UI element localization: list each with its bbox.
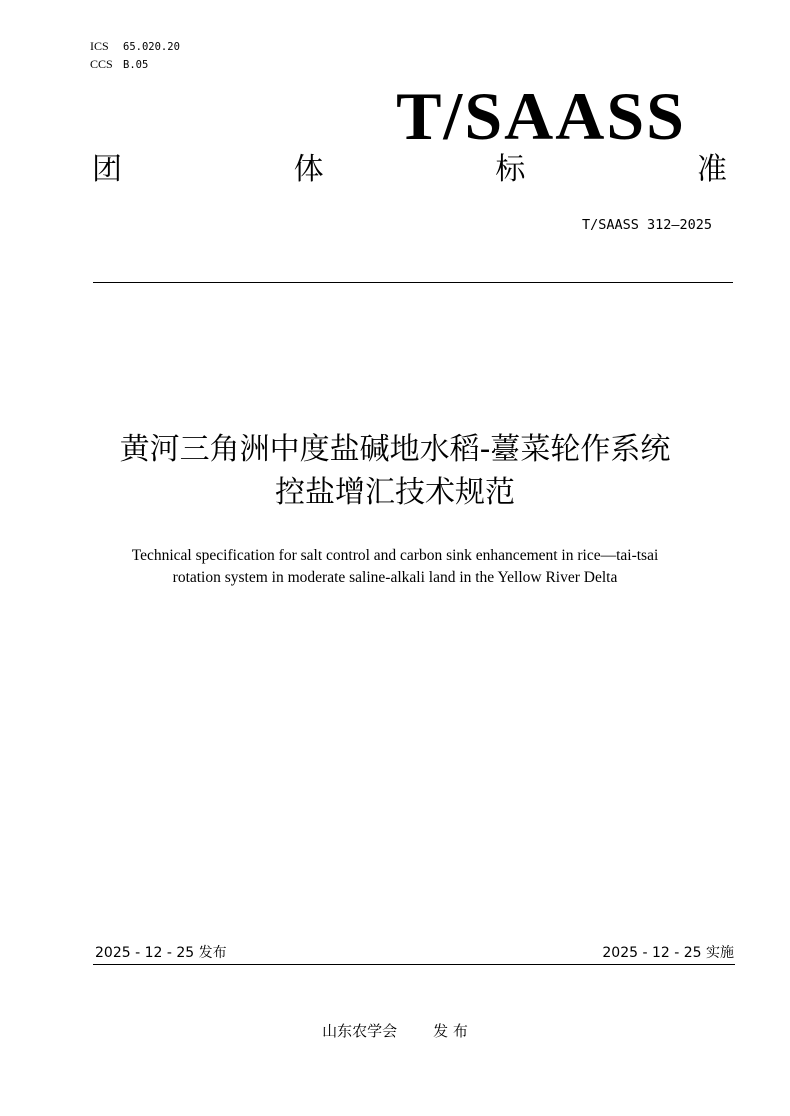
standard-type-char: 标	[495, 152, 526, 187]
english-title	[60, 545, 730, 589]
ics-value: 65.020.20	[123, 41, 180, 53]
ccs-label: CCS	[90, 57, 113, 71]
ics-label: ICS	[90, 39, 109, 53]
english-title-line-1: Technical specification for salt control and carbon sink enhancement in rice—tai-tsai	[131, 547, 659, 564]
publisher-action: 发 布	[433, 1022, 468, 1040]
standard-code-heading: T/SAASS	[396, 78, 686, 154]
standard-number: T/SAASS 312—2025	[581, 217, 712, 233]
standard-type	[92, 150, 727, 190]
chinese-title-line-1: 黄河三角洲中度盐碱地水稻-薹菜轮作系统	[119, 432, 671, 467]
chinese-title	[60, 428, 730, 514]
standard-type-char: 准	[696, 152, 727, 187]
classification-codes	[90, 38, 180, 74]
standard-type-char: 体	[293, 152, 324, 187]
issue-date: 2025 - 12 - 25 发布	[95, 945, 227, 961]
ccs-value: B.05	[123, 59, 149, 71]
chinese-title-line-2: 控盐增汇技术规范	[275, 475, 515, 510]
publisher-name: 山东农学会	[322, 1022, 398, 1040]
ics-row	[90, 38, 180, 56]
standard-type-char: 团	[92, 152, 122, 187]
bottom-divider	[93, 964, 735, 965]
english-title-line-2: rotation system in moderate saline-alkali land in the Yellow River Delta	[172, 569, 618, 586]
publisher-line	[0, 1020, 790, 1041]
top-divider	[93, 282, 733, 283]
ccs-row	[90, 56, 180, 74]
implementation-date: 2025 - 12 - 25 实施	[602, 945, 734, 961]
